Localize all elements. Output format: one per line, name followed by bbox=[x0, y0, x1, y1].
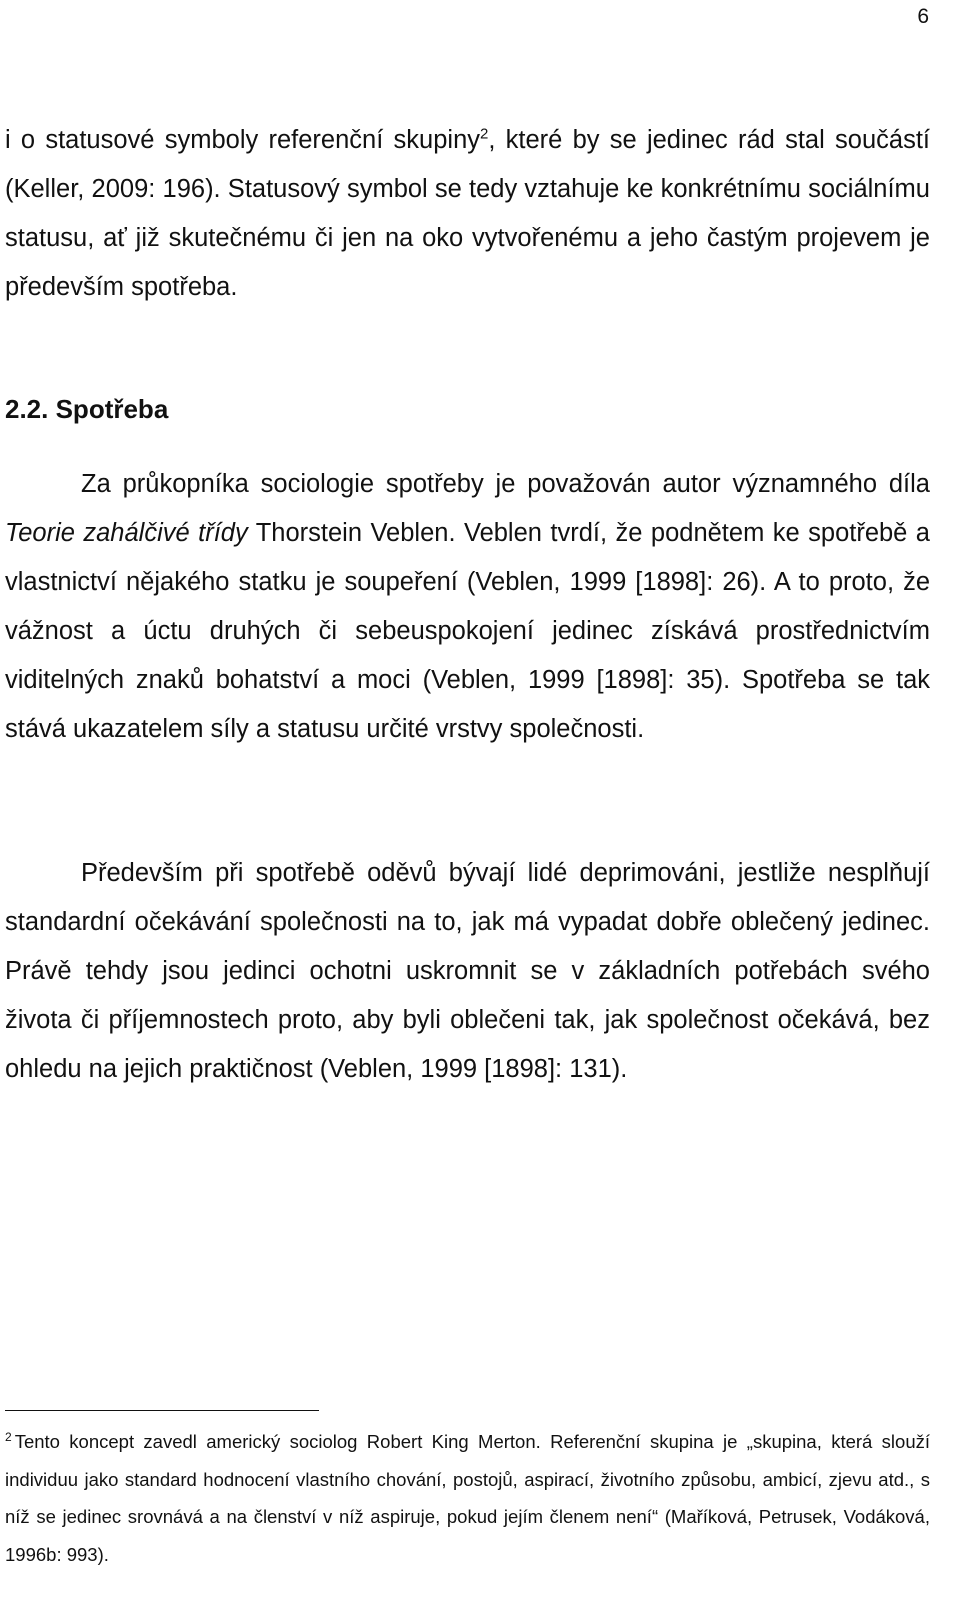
paragraph-2-text-b: Thorstein Veblen. Veblen tvrdí, že podnětem ke spotřebě a vlastnictví nějakého statku je soupeření (Veblen, 1999 [1898]: 26). A to proto, že vážnost a úctu druhých či sebeuspokojení jedinec získává prostřednictvím viditelných znaků bohatství a moci (Veblen, 1999 [1898]: 35). Spotřeba se tak stává ukazatelem síly a statusu určité vrstvy společnosti. bbox=[5, 519, 930, 743]
paragraph-1-text-b: , které by se jedinec rád stal součástí (Keller, 2009: 196). Statusový symbol se tedy vztahuje ke konkrétnímu sociálnímu statusu, ať již skutečnému či jen na oko vytvořenému a jeho častým projevem je především spotřeba. bbox=[5, 126, 930, 301]
book-title: Teorie zahálčivé třídy bbox=[5, 519, 248, 547]
footnote-reference: 2 bbox=[480, 125, 489, 143]
footnote bbox=[5, 1423, 930, 1573]
section-heading: 2.2. Spotřeba bbox=[5, 394, 169, 424]
footnote-text: Tento koncept zavedl americký sociolog Robert King Merton. Referenční skupina je „skupina, která slouží individuu jako standard hodnocení vlastního chování, postojů, aspirací, životního způsobu, ambicí, zjevu atd., s níž se jedinec srovnává a na členství v níž aspiruje, pokud jejím členem není“ (Maříková, Petrusek, Vodáková, 1996b: 993). bbox=[5, 1431, 930, 1565]
paragraph-2-text-a: Za průkopníka sociologie spotřeby je považován autor významného díla bbox=[81, 470, 930, 498]
page-number: 6 bbox=[917, 5, 929, 28]
paragraph-2 bbox=[5, 460, 930, 754]
footnote-number: 2 bbox=[5, 1429, 12, 1444]
paragraph-3: Především při spotřebě oděvů bývají lidé deprimováni, jestliže nesplňují standardní očekávání společnosti na to, jak má vypadat dobře oblečený jedinec. Právě tehdy jsou jedinci ochotni uskromnit se v základních potřebách svého života či příjemnostech proto, aby byli oblečeni tak, jak společnost očekává, bez ohledu na jejich praktičnost (Veblen, 1999 [1898]: 131). bbox=[5, 859, 930, 1083]
paragraph-1 bbox=[5, 116, 930, 312]
paragraph-1-text-a: i o statusové symboly referenční skupiny bbox=[5, 126, 480, 154]
footnote-separator bbox=[5, 1410, 319, 1411]
